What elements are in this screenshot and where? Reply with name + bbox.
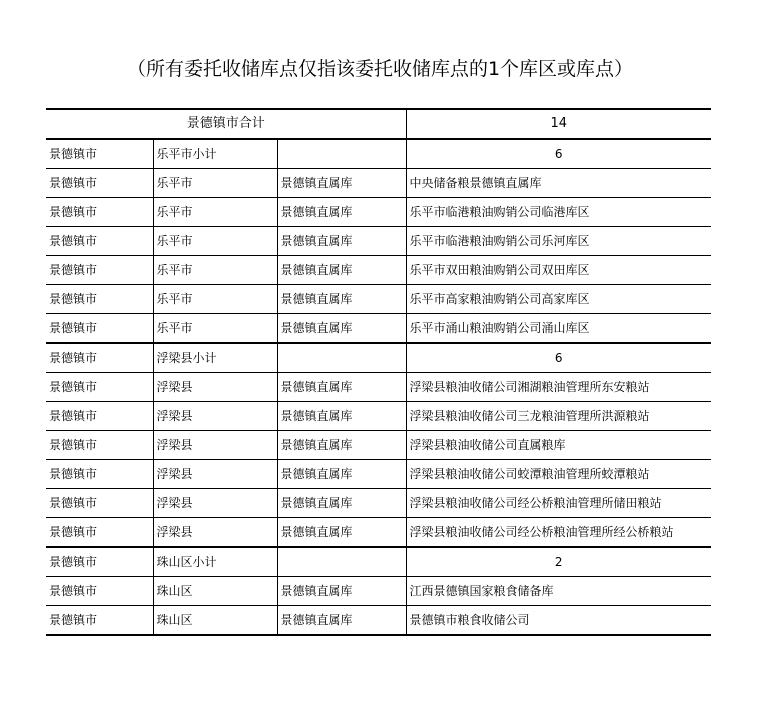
subtotal-label-cell: 珠山区小计 [153,547,277,577]
depot-table [46,108,711,636]
county-cell: 浮梁县 [153,402,277,431]
table-row [46,606,711,636]
subtotal-row [46,547,711,577]
subtotal-row [46,139,711,169]
city-cell: 景德镇市 [46,373,153,402]
city-cell: 景德镇市 [46,139,153,169]
depot-name-cell: 浮梁县粮油收储公司直属粮库 [406,431,711,460]
depot-name-cell: 浮梁县粮油收储公司经公桥粮油管理所经公桥粮站 [406,518,711,548]
subtotal-count-cell: 2 [406,547,711,577]
table-row [46,198,711,227]
county-cell: 浮梁县 [153,460,277,489]
affiliation-cell: 景德镇直属库 [277,314,406,344]
city-cell: 景德镇市 [46,256,153,285]
affiliation-cell: 景德镇直属库 [277,606,406,636]
affiliation-cell: 景德镇直属库 [277,285,406,314]
city-cell: 景德镇市 [46,314,153,344]
depot-name-cell: 乐平市涌山粮油购销公司涌山库区 [406,314,711,344]
table-row [46,169,711,198]
table-row [46,373,711,402]
total-count-cell: 14 [406,109,711,139]
subtotal-label-cell: 浮梁县小计 [153,343,277,373]
city-cell: 景德镇市 [46,460,153,489]
table-row [46,256,711,285]
county-cell: 乐平市 [153,256,277,285]
affiliation-cell [277,343,406,373]
affiliation-cell: 景德镇直属库 [277,169,406,198]
depot-name-cell: 浮梁县粮油收储公司三龙粮油管理所洪源粮站 [406,402,711,431]
table-row [46,285,711,314]
city-cell: 景德镇市 [46,489,153,518]
city-cell: 景德镇市 [46,227,153,256]
affiliation-cell [277,547,406,577]
total-row [46,109,711,139]
affiliation-cell: 景德镇直属库 [277,256,406,285]
affiliation-cell: 景德镇直属库 [277,373,406,402]
affiliation-cell: 景德镇直属库 [277,460,406,489]
city-cell: 景德镇市 [46,285,153,314]
county-cell: 珠山区 [153,606,277,636]
subtotal-count-cell: 6 [406,139,711,169]
table-row [46,227,711,256]
county-cell: 乐平市 [153,198,277,227]
city-cell: 景德镇市 [46,402,153,431]
city-cell: 景德镇市 [46,343,153,373]
affiliation-cell [277,139,406,169]
depot-name-cell: 乐平市临港粮油购销公司临港库区 [406,198,711,227]
city-cell: 景德镇市 [46,606,153,636]
depot-name-cell: 浮梁县粮油收储公司湘湖粮油管理所东安粮站 [406,373,711,402]
depot-table-container [46,108,711,636]
affiliation-cell: 景德镇直属库 [277,402,406,431]
county-cell: 浮梁县 [153,431,277,460]
city-cell: 景德镇市 [46,198,153,227]
city-cell: 景德镇市 [46,431,153,460]
depot-name-cell: 江西景德镇国家粮食储备库 [406,577,711,606]
affiliation-cell: 景德镇直属库 [277,518,406,548]
subtotal-row [46,343,711,373]
table-row [46,518,711,548]
city-cell: 景德镇市 [46,169,153,198]
affiliation-cell: 景德镇直属库 [277,198,406,227]
table-row [46,431,711,460]
depot-name-cell: 浮梁县粮油收储公司经公桥粮油管理所储田粮站 [406,489,711,518]
county-cell: 浮梁县 [153,373,277,402]
city-cell: 景德镇市 [46,577,153,606]
depot-name-cell: 乐平市高家粮油购销公司高家库区 [406,285,711,314]
table-row [46,402,711,431]
depot-name-cell: 乐平市临港粮油购销公司乐河库区 [406,227,711,256]
table-row [46,577,711,606]
county-cell: 乐平市 [153,227,277,256]
county-cell: 珠山区 [153,577,277,606]
depot-name-cell: 乐平市双田粮油购销公司双田库区 [406,256,711,285]
county-cell: 浮梁县 [153,489,277,518]
city-cell: 景德镇市 [46,547,153,577]
depot-name-cell: 浮梁县粮油收储公司蛟潭粮油管理所蛟潭粮站 [406,460,711,489]
table-row [46,489,711,518]
affiliation-cell: 景德镇直属库 [277,431,406,460]
county-cell: 乐平市 [153,285,277,314]
total-label-cell: 景德镇市合计 [46,109,406,139]
depot-name-cell: 景德镇市粮食收储公司 [406,606,711,636]
affiliation-cell: 景德镇直属库 [277,227,406,256]
affiliation-cell: 景德镇直属库 [277,577,406,606]
table-row [46,314,711,344]
depot-table-body [46,109,711,635]
subtotal-count-cell: 6 [406,343,711,373]
table-row [46,460,711,489]
depot-name-cell: 中央储备粮景德镇直属库 [406,169,711,198]
county-cell: 乐平市 [153,314,277,344]
county-cell: 浮梁县 [153,518,277,548]
subtotal-label-cell: 乐平市小计 [153,139,277,169]
affiliation-cell: 景德镇直属库 [277,489,406,518]
county-cell: 乐平市 [153,169,277,198]
city-cell: 景德镇市 [46,518,153,548]
page-title: （所有委托收储库点仅指该委托收储库点的1个库区或库点） [126,58,634,80]
